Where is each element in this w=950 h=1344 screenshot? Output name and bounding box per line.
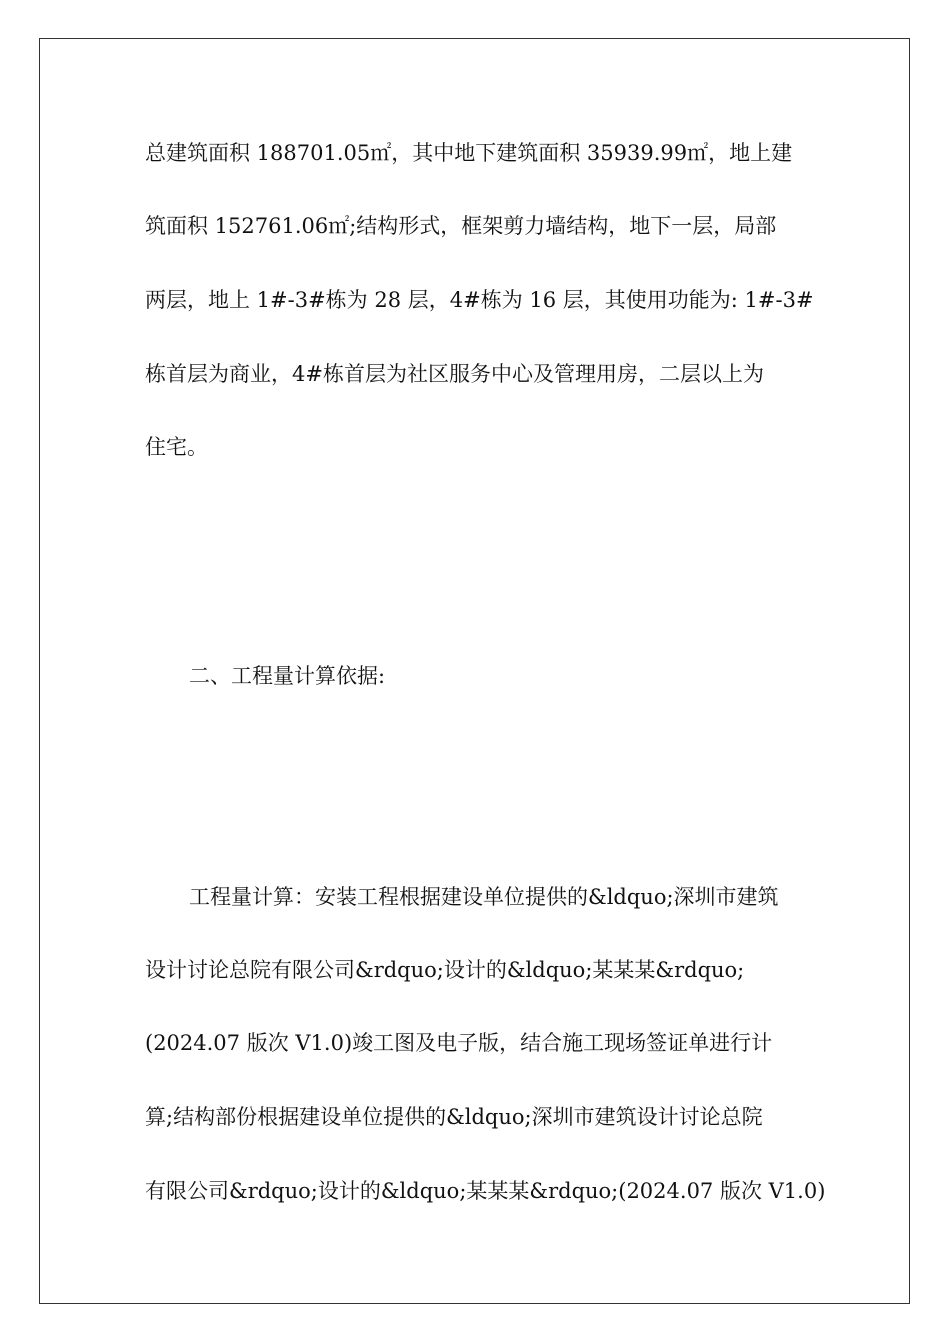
section-heading: 二、工程量计算依据: [189,664,386,688]
text-line: (2024.07 版次 V1.0)竣工图及电子版，结合施工现场签证单进行计 [145,1031,773,1055]
text-line: 有限公司&rdquo;设计的&ldquo;某某某&rdquo;(2024.07 版次 V1.0) [145,1179,826,1203]
text-line: 工程量计算：安装工程根据建设单位提供的&ldquo;深圳市建筑 [189,885,779,909]
text-line: 栋首层为商业，4#栋首层为社区服务中心及管理用房，二层以上为 [145,362,764,386]
text-line: 住宅。 [145,435,208,459]
text-line: 设计讨论总院有限公司&rdquo;设计的&ldquo;某某某&rdquo; [145,958,745,982]
text-line: 筑面积 152761.06㎡;结构形式，框架剪力墙结构，地下一层，局部 [145,214,777,238]
text-line: 算;结构部份根据建设单位提供的&ldquo;深圳市建筑设计讨论总院 [145,1105,763,1129]
text-line: 总建筑面积 188701.05㎡，其中地下建筑面积 35939.99㎡，地上建 [145,141,793,165]
text-line: 两层，地上 1#-3#栋为 28 层，4#栋为 16 层，其使用功能为: 1#-3# [145,288,814,312]
